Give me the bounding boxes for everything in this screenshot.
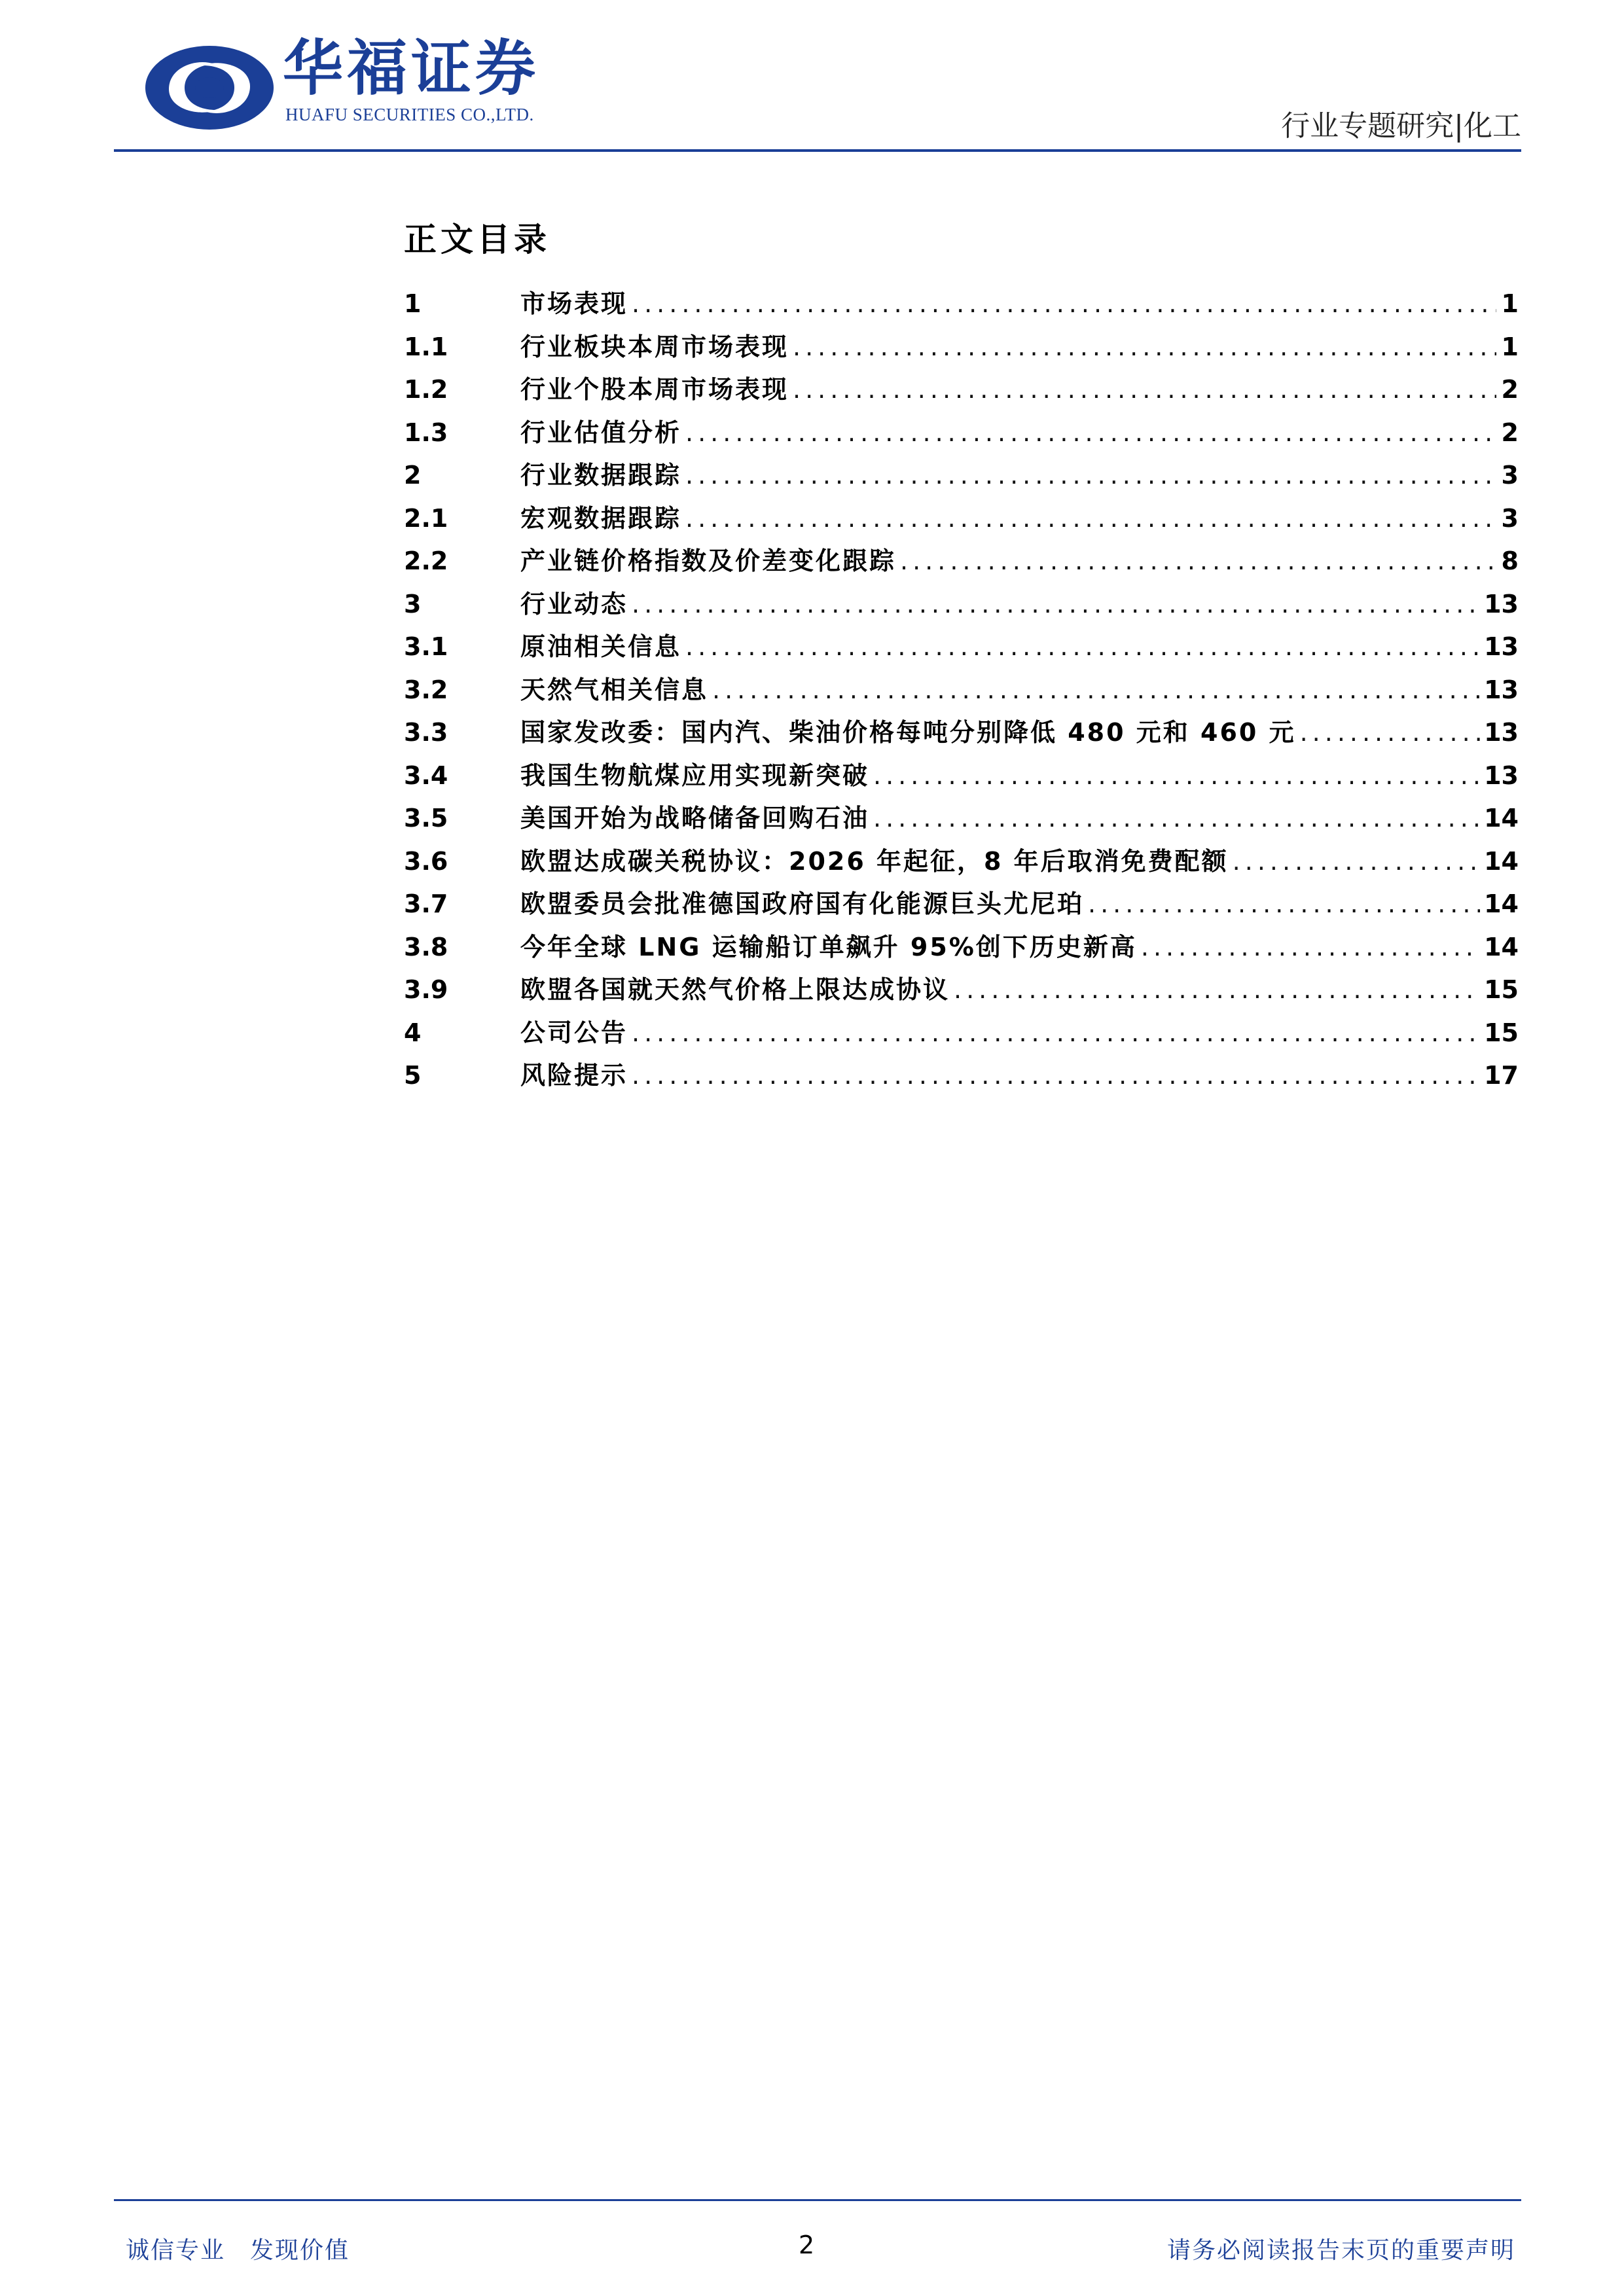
toc-dot-leader bbox=[873, 755, 1480, 798]
toc-entry-label: 市场表现 bbox=[520, 289, 628, 318]
toc-entry-number: 2.2 bbox=[404, 547, 448, 575]
toc-entry-number: 1.1 bbox=[404, 332, 448, 361]
toc-entry-number: 1 bbox=[404, 289, 422, 318]
toc-entry[interactable] bbox=[404, 454, 1519, 497]
report-type: 行业专题研究|化工 bbox=[1281, 109, 1521, 143]
toc-dot-leader bbox=[900, 540, 1496, 583]
toc-dot-leader bbox=[793, 326, 1496, 369]
toc-entry-label: 天然气相关信息 bbox=[520, 675, 709, 704]
toc-entry-number: 3.5 bbox=[404, 804, 448, 833]
page-number: 2 bbox=[799, 2231, 815, 2259]
toc-entry-number: 3.9 bbox=[404, 975, 448, 1004]
brand-name-cn: 华福证券 bbox=[283, 33, 540, 103]
toc-entry-page: 2 bbox=[1501, 375, 1519, 404]
toc-entry-number: 4 bbox=[404, 1018, 422, 1047]
toc-entry[interactable] bbox=[404, 283, 1519, 326]
toc-entry[interactable] bbox=[404, 840, 1519, 884]
toc-dot-leader bbox=[685, 497, 1496, 541]
toc-entry-number: 3.7 bbox=[404, 889, 448, 918]
toc-entry-label: 行业估值分析 bbox=[520, 418, 682, 447]
toc-title: 正文目录 bbox=[404, 220, 550, 259]
toc-entry-label: 欧盟委员会批准德国政府国有化能源巨头尤尼珀 bbox=[520, 889, 1085, 918]
toc-entry-page: 13 bbox=[1484, 761, 1519, 790]
toc-dot-leader bbox=[1300, 711, 1481, 755]
toc-entry-label: 欧盟达成碳关税协议：2026 年起征，8 年后取消免费配额 bbox=[520, 846, 1229, 876]
toc-dot-leader bbox=[873, 797, 1480, 840]
toc-entry-label: 原油相关信息 bbox=[520, 632, 682, 661]
toc-entry-label: 欧盟各国就天然气价格上限达成协议 bbox=[520, 975, 950, 1004]
toc-entry-page: 3 bbox=[1501, 461, 1519, 490]
toc-entry-label: 行业动态 bbox=[520, 589, 628, 619]
toc-entry-page: 8 bbox=[1501, 547, 1519, 575]
toc-entry-label: 行业个股本周市场表现 bbox=[520, 375, 789, 404]
toc-entry[interactable] bbox=[404, 1012, 1519, 1055]
toc-entry-number: 3 bbox=[404, 589, 422, 619]
toc-entry-page: 14 bbox=[1484, 846, 1519, 876]
toc-entry[interactable] bbox=[404, 626, 1519, 669]
toc-entry[interactable] bbox=[404, 883, 1519, 926]
toc-entry-page: 1 bbox=[1501, 289, 1519, 318]
toc-entry[interactable] bbox=[404, 755, 1519, 798]
toc-entry-page: 3 bbox=[1501, 503, 1519, 533]
toc-entry-page: 1 bbox=[1501, 332, 1519, 361]
footer-slogan-1: 诚信专业 bbox=[126, 2237, 226, 2264]
toc-entry-number: 3.1 bbox=[404, 632, 448, 661]
toc-dot-leader bbox=[685, 454, 1496, 497]
toc-dot-leader bbox=[685, 412, 1496, 455]
toc-entry-page: 14 bbox=[1484, 804, 1519, 833]
footer-slogan bbox=[126, 2232, 350, 2265]
toc-dot-leader bbox=[632, 1054, 1480, 1098]
toc-entry-number: 3.2 bbox=[404, 675, 448, 704]
toc-entry[interactable] bbox=[404, 583, 1519, 626]
toc-entry-label: 风险提示 bbox=[520, 1061, 628, 1090]
toc-entry[interactable] bbox=[404, 497, 1519, 541]
toc-entry-number: 1.2 bbox=[404, 375, 448, 404]
toc-dot-leader bbox=[712, 669, 1480, 712]
toc-entry[interactable] bbox=[404, 969, 1519, 1012]
toc-entry-label: 行业板块本周市场表现 bbox=[520, 332, 789, 361]
toc-dot-leader bbox=[954, 969, 1480, 1012]
toc-entry-label: 我国生物航煤应用实现新突破 bbox=[520, 761, 870, 790]
toc-entry[interactable] bbox=[404, 540, 1519, 583]
toc-entry-page: 14 bbox=[1484, 932, 1519, 961]
toc-dot-leader bbox=[632, 283, 1496, 326]
toc-entry-page: 15 bbox=[1484, 1018, 1519, 1047]
toc-entry[interactable] bbox=[404, 368, 1519, 412]
toc-entry-number: 3.6 bbox=[404, 846, 448, 876]
toc-entry-page: 13 bbox=[1484, 675, 1519, 704]
toc-entry-number: 1.3 bbox=[404, 418, 448, 447]
toc-entry-page: 13 bbox=[1484, 589, 1519, 619]
toc-entry-label: 宏观数据跟踪 bbox=[520, 503, 682, 533]
footer-slogan-2: 发现价值 bbox=[250, 2237, 350, 2264]
toc-entry-page: 15 bbox=[1484, 975, 1519, 1004]
toc-dot-leader bbox=[1141, 926, 1480, 969]
toc-dot-leader bbox=[632, 1012, 1480, 1055]
toc-entry-label: 今年全球 LNG 运输船订单飙升 95%创下历史新高 bbox=[520, 932, 1137, 961]
toc-entry-page: 14 bbox=[1484, 889, 1519, 918]
footer-divider bbox=[114, 2199, 1521, 2201]
table-of-contents bbox=[404, 283, 1519, 1098]
toc-entry-page: 13 bbox=[1484, 718, 1519, 747]
brand-name-en: HUAFU SECURITIES CO.,LTD. bbox=[285, 105, 534, 124]
toc-entry-number: 5 bbox=[404, 1061, 422, 1090]
toc-entry-number: 2.1 bbox=[404, 503, 448, 533]
toc-dot-leader bbox=[1233, 840, 1480, 884]
toc-entry[interactable] bbox=[404, 1054, 1519, 1098]
toc-entry[interactable] bbox=[404, 669, 1519, 712]
toc-entry-number: 3.4 bbox=[404, 761, 448, 790]
toc-entry-label: 公司公告 bbox=[520, 1018, 628, 1047]
toc-entry[interactable] bbox=[404, 926, 1519, 969]
toc-entry-number: 3.3 bbox=[404, 718, 448, 747]
toc-entry-label: 行业数据跟踪 bbox=[520, 461, 682, 490]
toc-entry[interactable] bbox=[404, 412, 1519, 455]
toc-entry-label: 产业链价格指数及价差变化跟踪 bbox=[520, 547, 897, 575]
toc-entry-label: 国家发改委：国内汽、柴油价格每吨分别降低 480 元和 460 元 bbox=[520, 718, 1296, 747]
toc-entry-page: 2 bbox=[1501, 418, 1519, 447]
header-divider bbox=[114, 149, 1521, 152]
toc-entry-number: 2 bbox=[404, 461, 422, 490]
toc-entry-number: 3.8 bbox=[404, 932, 448, 961]
toc-dot-leader bbox=[793, 368, 1496, 412]
toc-dot-leader bbox=[685, 626, 1480, 669]
toc-entry[interactable] bbox=[404, 797, 1519, 840]
huafu-logo bbox=[143, 42, 277, 134]
toc-dot-leader bbox=[632, 583, 1480, 626]
toc-entry-label: 美国开始为战略储备回购石油 bbox=[520, 804, 870, 833]
toc-entry[interactable] bbox=[404, 326, 1519, 369]
toc-entry-page: 13 bbox=[1484, 632, 1519, 661]
footer-disclaimer: 请务必阅读报告末页的重要声明 bbox=[1166, 2237, 1515, 2264]
toc-entry[interactable] bbox=[404, 711, 1519, 755]
page-header bbox=[114, 33, 1521, 151]
toc-entry-page: 17 bbox=[1484, 1061, 1519, 1090]
toc-dot-leader bbox=[1088, 883, 1480, 926]
